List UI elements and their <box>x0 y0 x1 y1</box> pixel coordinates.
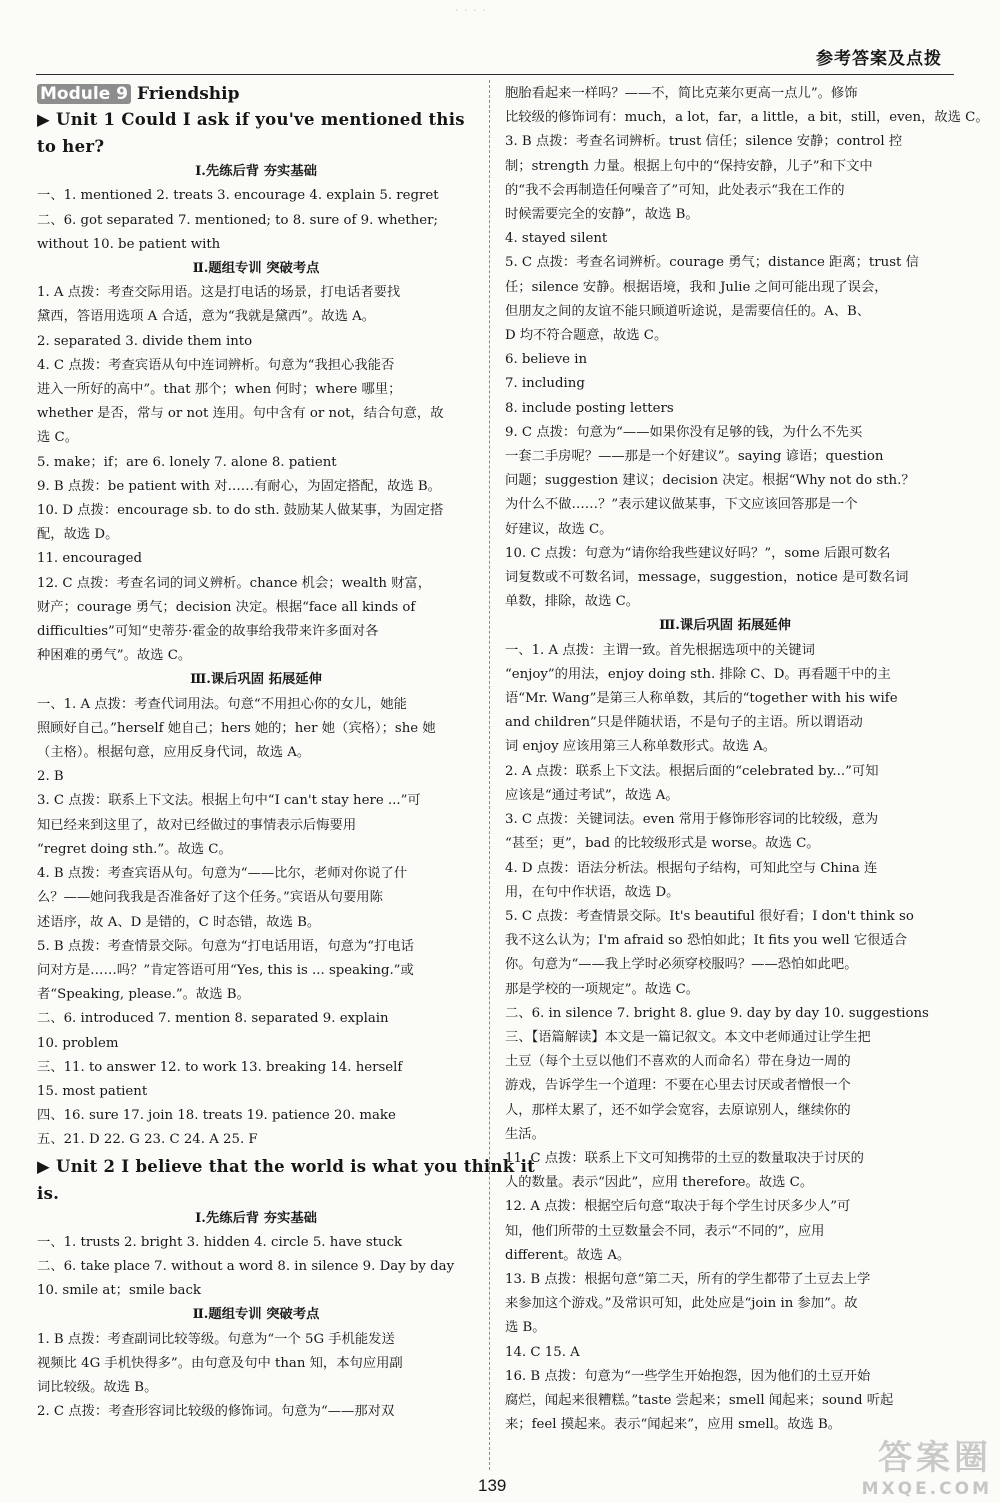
answer-line: 我不这么认为；I'm afraid so 恐怕如此；It fits you well 它很适合 <box>505 933 908 949</box>
answer-line: 4. C 点拨：考查宾语从句中连词辨析。句意为“我担心我能否 <box>37 357 395 373</box>
answer-line: 2. B <box>37 769 64 785</box>
answer-line: 二、6. introduced 7. mention 8. separated 9. explain <box>37 1011 389 1027</box>
section-heading: Ⅲ.课后巩固 拓展延伸 <box>659 618 791 634</box>
answer-line: 15. most patient <box>37 1083 148 1099</box>
answer-line: 用，在句中作状语，故选 D。 <box>505 884 680 900</box>
answer-line: 语“Mr. Wang”是第三人称单数，其后的“together with his wife <box>505 691 898 707</box>
answer-line: 单数，排除，故选 C。 <box>505 594 640 610</box>
answer-line: 者“Speaking, please.”。故选 B。 <box>37 987 250 1003</box>
answer-line: 4. stayed silent <box>505 231 608 247</box>
answer-line: 但朋友之间的友谊不能只顾道听途说，是需要信任的。A、B、 <box>505 303 871 319</box>
watermark-logo <box>862 1430 992 1499</box>
section-heading: Ⅰ.先练后背 夯实基础 <box>195 1210 317 1226</box>
answer-line: 4. D 点拨：语法分析法。根据句子结构，可知此空与 China 连 <box>505 860 878 876</box>
answer-line: 制；strength 力量。根据上句中的“保持安静，儿子”和下文中 <box>505 158 873 174</box>
answer-line: 12. A 点拨：根据空后句意“取决于每个学生讨厌多少人”可 <box>505 1199 851 1215</box>
answer-line: 13. B 点拨：根据句意“第二天，所有的学生都带了土豆去上学 <box>505 1271 871 1287</box>
watermark-text: 答案圈 <box>878 1438 992 1478</box>
answer-line: D 均不符合题意，故选 C。 <box>505 328 668 344</box>
answer-line: 9. B 点拨：be patient with 对……有耐心，为固定搭配，故选 B。 <box>37 478 441 494</box>
answer-line: 么？——她问我我是否准备好了这个任务。”宾语从句要用陈 <box>37 890 383 906</box>
answer-line: 好建议，故选 C。 <box>505 521 613 537</box>
answer-line: 那是学校的一项规定”。故选 C。 <box>505 981 700 997</box>
answer-line: 来参加这个游戏。”及常识可知，此处应是“join in 参加”。故 <box>505 1296 858 1312</box>
answer-line: 选 B。 <box>505 1320 546 1336</box>
answer-line: 选 C。 <box>37 430 78 446</box>
answer-line: 时候需要完全的安静”，故选 B。 <box>505 207 699 223</box>
answer-line: 你。句意为“——我上学时必须穿校服吗？——恐怕如此吧。 <box>505 957 858 973</box>
answer-line: 一套二手房呢？——那是一个好建议”。saying 谚语；question <box>505 449 884 465</box>
answer-line: 2. separated 3. divide them into <box>37 333 253 349</box>
answer-line: 词 enjoy 应该用第三人称单数形式。故选 A。 <box>505 739 777 755</box>
page-header-title: 参考答案及点拨 <box>816 49 942 69</box>
answer-line: 问题；suggestion 建议；decision 决定。根据“Why not do sth.？ <box>505 473 915 489</box>
answer-line: 人的数量。表示“因此”，应用 therefore。故选 C。 <box>505 1175 814 1191</box>
answer-line: 人，那样太累了，还不如学会宽容，去原谅别人，继续你的 <box>505 1102 851 1118</box>
answer-line: 6. believe in <box>505 352 588 368</box>
answer-line: 10. problem <box>37 1035 119 1051</box>
answer-line: difficulties”可知“史蒂芬·霍金的故事给我带来许多面对各 <box>37 624 379 640</box>
answer-line: “enjoy”的用法，enjoy doing sth. 排除 C、D。再看题干中的主 <box>505 666 891 682</box>
answer-line: and children”只是伴随状语，不是句子的主语。所以谓语动 <box>505 715 863 731</box>
answer-line: different。故选 A。 <box>505 1247 631 1263</box>
answer-line: 黛西，答语用选项 A 合适，意为“我就是黛西”。故选 A。 <box>37 309 376 325</box>
answer-line: “regret doing sth.”。故选 C。 <box>37 841 232 857</box>
answer-line: 种困难的勇气”。故选 C。 <box>37 648 192 664</box>
answer-line: 三、【语篇解读】本文是一篇记叙文。本文中老师通过让学生把 <box>505 1029 871 1045</box>
module-heading <box>37 82 475 106</box>
answer-line: 4. B 点拨：考查宾语从句。句意为“——比尔，老师对你说了什 <box>37 866 408 882</box>
answer-line: 腐烂，闻起来很糟糕。”taste 尝起来；smell 闻起来；sound 听起 <box>505 1392 894 1408</box>
answer-line: 9. C 点拨：句意为“——如果你没有足够的钱，为什么不先买 <box>505 424 863 440</box>
answer-line: “甚至；更”，bad 的比较级形式是 worse。故选 C。 <box>505 836 820 852</box>
answer-line: 二、6. in silence 7. bright 8. glue 9. day by day 10. suggestions <box>505 1005 929 1021</box>
answer-line: 16. B 点拨：句意为“一些学生开始抱怨，因为他们的土豆开始 <box>505 1368 871 1384</box>
answer-line: 2. C 点拨：考查形容词比较级的修饰词。句意为“——那对双 <box>37 1404 395 1420</box>
answer-line: 5. C 点拨：考查名词辨析。courage 勇气；distance 距离；trust 信 <box>505 255 919 271</box>
answer-line: 的“我不会再制造任何噪音了”可知，此处表示“我在工作的 <box>505 182 845 198</box>
answer-line: 1. B 点拨：考查副词比较等级。句意为“一个 5G 手机能发送 <box>37 1331 395 1347</box>
answer-line: 8. include posting letters <box>505 400 674 416</box>
answer-line: 3. C 点拨：关键词法。even 常用于修饰形容词的比较级，意为 <box>505 812 879 828</box>
answer-line: 二、6. take place 7. without a word 8. in silence 9. Day by day <box>37 1258 455 1274</box>
answer-line: 来；feel 摸起来。表示“闻起来”，应用 smell。故选 B。 <box>505 1417 842 1433</box>
answer-line: 5. make；if；are 6. lonely 7. alone 8. patient <box>37 454 337 470</box>
unit-heading: is. <box>37 1183 60 1203</box>
section-heading: Ⅲ.课后巩固 拓展延伸 <box>190 672 322 688</box>
answer-line: 进入一所好的高中”。that 那个；when 何时；where 哪里； <box>37 382 402 398</box>
module-badge: Module 9 <box>37 84 131 104</box>
answer-line: without 10. be patient with <box>37 236 221 252</box>
answer-line: 照顾好自己。”herself 她自己；hers 她的；her 她（宾格）；she 她 <box>37 720 436 736</box>
answer-line: 一、1. mentioned 2. treats 3. encourage 4. explain 5. regret <box>37 188 439 204</box>
answer-line: 14. C 15. A <box>505 1344 580 1360</box>
answer-line: 3. C 点拨：联系上下文法。根据上句中“I can't stay here ...”可 <box>37 793 421 809</box>
answer-line: 一、1. trusts 2. bright 3. hidden 4. circle 5. have stuck <box>37 1234 403 1250</box>
answer-line: 12. C 点拨：考查名词的词义辨析。chance 机会；wealth 财富， <box>37 575 432 591</box>
column-divider <box>489 80 490 1470</box>
answer-line: 比较级的修饰词有：much，a lot，far，a little，a bit，still，even，故选 C。 <box>505 110 989 126</box>
answer-line: 5. B 点拨：考查情景交际。句意为“打电话用语，句意为“打电话 <box>37 938 414 954</box>
answer-line: 视频比 4G 手机快得多”。由句意及句中 than 知，本句应用副 <box>37 1355 403 1371</box>
answer-line: 土豆（每个土豆以他们不喜欢的人而命名）带在身边一周的 <box>505 1054 851 1070</box>
answer-line: 10. C 点拨：句意为“请你给我些建议好吗？”，some 后跟可数名 <box>505 545 891 561</box>
answer-line: 任；silence 安静。根据语境，我和 Julie 之间可能出现了误会， <box>505 279 888 295</box>
watermark-url: MXQE.COM <box>861 1479 992 1499</box>
unit-heading: ▶ Unit 1 Could I ask if you've mentioned this <box>37 110 465 130</box>
answer-line: 11. encouraged <box>37 551 142 567</box>
answer-line: 1. A 点拨：考查交际用语。这是打电话的场景，打电话者要找 <box>37 285 401 301</box>
answer-line: （主格）。根据句意，应用反身代词，故选 A。 <box>37 745 311 761</box>
answer-line: 应该是“通过考试”，故选 A。 <box>505 787 679 803</box>
answer-line: 2. A 点拨：联系上下文法。根据后面的“celebrated by...”可知 <box>505 763 879 779</box>
answer-line: 二、6. got separated 7. mentioned; to 8. sure of 9. whether; <box>37 212 438 228</box>
answer-line: whether 是否，常与 or not 连用。句中含有 or not，结合句意，故 <box>37 406 444 422</box>
answer-line: 述语序，故 A、D 是错的，C 时态错，故选 B。 <box>37 914 321 930</box>
unit-heading: to her? <box>37 137 105 157</box>
answer-line: 生活。 <box>505 1126 545 1142</box>
module-title: Friendship <box>136 84 240 104</box>
answer-line: 词比较级。故选 B。 <box>37 1379 158 1395</box>
answer-line: 11. C 点拨：联系上下文可知携带的土豆的数量取决于讨厌的 <box>505 1150 864 1166</box>
answer-line: 五、21. D 22. G 23. C 24. A 25. F <box>37 1132 258 1148</box>
answer-line: 四、16. sure 17. join 18. treats 19. patience 20. make <box>37 1108 396 1124</box>
right-column <box>505 82 989 1437</box>
answer-line: 知已经来到这里了，故对已经做过的事情表示后悔要用 <box>37 817 357 833</box>
answer-line: 7. including <box>505 376 585 392</box>
answer-line: 游戏，告诉学生一个道理：不要在心里去讨厌或者憎恨一个 <box>505 1078 851 1094</box>
answer-line: 一、1. A 点拨：考查代词用法。句意“不用担心你的女儿，她能 <box>37 696 407 712</box>
answer-line: 5. C 点拨：考查情景交际。It's beautiful 很好看；I don't think so <box>505 908 914 924</box>
answer-line: 配，故选 D。 <box>37 527 119 543</box>
answer-line: 一、1. A 点拨：主谓一致。首先根据选项中的关键词 <box>505 642 815 658</box>
unit-heading: ▶ Unit 2 I believe that the world is what you think it <box>37 1156 536 1176</box>
section-heading: Ⅱ.题组专训 突破考点 <box>192 1307 320 1323</box>
answer-line: 3. B 点拨：考查名词辨析。trust 信任；silence 安静；control 控 <box>505 134 903 150</box>
header-rule <box>36 74 954 75</box>
answer-line: 10. smile at；smile back <box>37 1283 201 1299</box>
answer-line: 问对方是……吗？”肯定答语可用“Yes, this is ... speaking.”或 <box>37 962 414 978</box>
answer-line: 三、11. to answer 12. to work 13. breaking 14. herself <box>37 1059 403 1075</box>
answer-line: 胞胎看起来一样吗？——不，简比克莱尔更高一点儿”。修饰 <box>505 86 858 101</box>
answer-line: 财产；courage 勇气；decision 决定。根据“face all kinds of <box>37 599 416 615</box>
page-number: 139 <box>478 1476 507 1495</box>
answer-line: 为什么不做……？”表示建议做某事，下文应该回答那是一个 <box>505 497 858 513</box>
answer-line: 知，他们所带的土豆数量会不同，表示“不同的”，应用 <box>505 1223 825 1239</box>
section-heading: Ⅱ.题组专训 突破考点 <box>192 261 320 277</box>
answer-line: 10. D 点拨：encourage sb. to do sth. 鼓励某人做某事，为固定搭 <box>37 503 444 519</box>
section-heading: Ⅰ.先练后背 夯实基础 <box>195 164 317 180</box>
top-dots: · · · · <box>455 4 487 17</box>
answer-line: 词复数或不可数名词，message，suggestion，notice 是可数名词 <box>505 570 909 586</box>
